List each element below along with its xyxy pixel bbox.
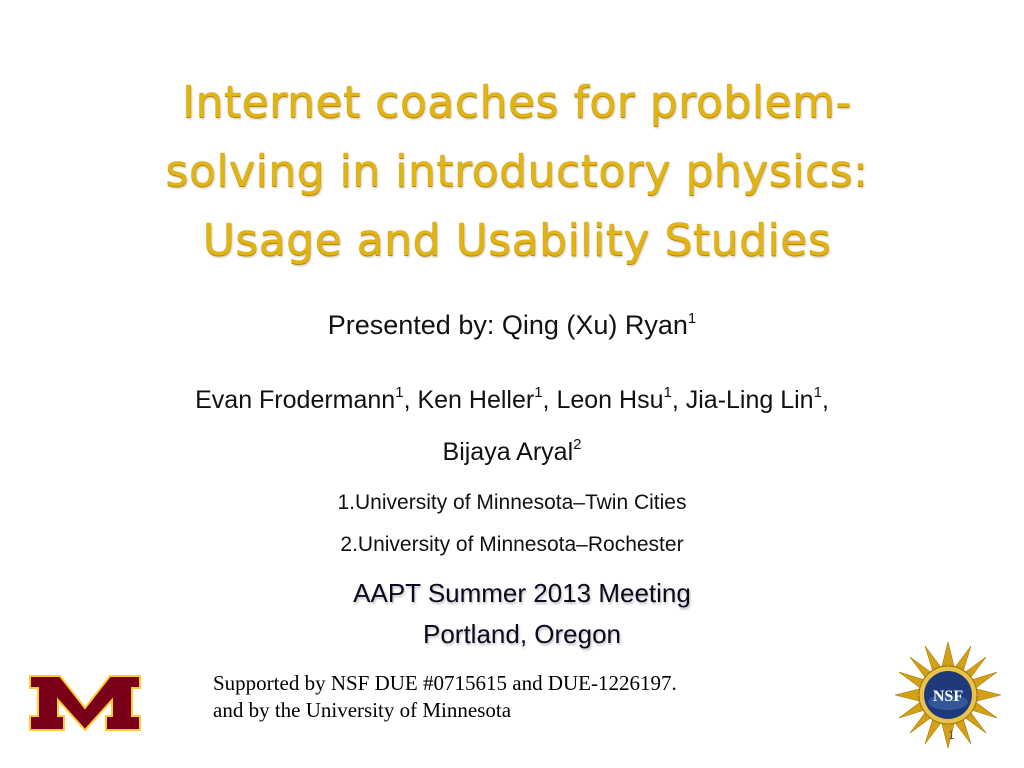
author-name: Ken Heller [417,386,535,414]
meeting-name: AAPT Summer 2013 Meeting [353,578,691,608]
support-line: and by the University of Minnesota [213,698,512,722]
authors-line [0,386,1024,415]
author-affiliation-mark: 1 [663,384,672,401]
author-separator: , [403,386,418,414]
funding-acknowledgement [213,670,813,724]
author-separator: , [671,386,686,414]
author-separator: , [542,386,557,414]
title-line: Usage and Usability Studies [202,215,832,266]
presenter-text: Presented by: Qing (Xu) Ryan [327,310,688,340]
author-affiliation-mark: 1 [534,384,543,401]
title-line: Internet coaches for problem- [182,77,852,128]
support-line: Supported by NSF DUE #0715615 and DUE-1226197. [213,671,677,695]
presenter-affiliation-mark: 1 [687,310,697,327]
author-name: Bijaya Aryal [442,438,574,466]
author-name: Evan Frodermann [195,386,396,414]
authors-line [0,438,1024,467]
affiliation-item: 1.University of Minnesota–Twin Cities [337,491,687,514]
nsf-logo-text: NSF [932,688,964,705]
slide-title [100,68,934,275]
author-affiliation-mark: 1 [813,384,822,401]
slide-number: 1 [948,728,955,742]
university-of-minnesota-m-logo [28,668,142,736]
author-name: Leon Hsu [556,386,664,414]
affiliation-item: 2.University of Minnesota–Rochester [340,533,684,556]
meeting-location: Portland, Oregon [422,619,621,649]
author-affiliation-mark: 2 [573,436,582,453]
title-line: solving in introductory physics: [165,146,869,197]
author-affiliation-mark: 1 [395,384,404,401]
presenter-line [0,310,1024,341]
author-name: Jia-Ling Lin [685,386,814,414]
author-separator: , [821,386,829,414]
